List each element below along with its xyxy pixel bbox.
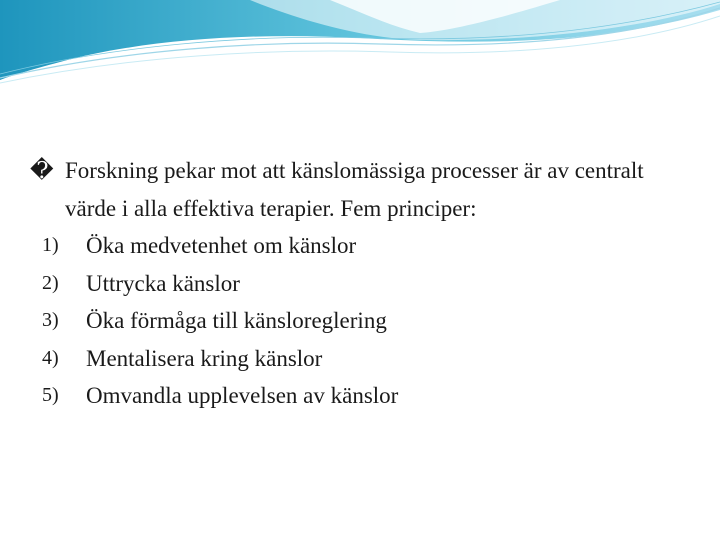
intro-paragraph — [30, 152, 670, 227]
list-item — [30, 265, 670, 303]
list-number: 4) — [42, 346, 59, 369]
bullet-icon: � — [30, 158, 54, 183]
list-item-text: Uttrycka känslor — [86, 270, 240, 296]
intro-text: Forskning pekar mot att känslomässiga processer är av centralt värde i alla effektiva terapier. Fem principer: — [65, 158, 644, 221]
list-item — [30, 377, 670, 415]
list-number: 3) — [42, 309, 59, 331]
list-item — [30, 302, 670, 340]
slide-body — [30, 152, 670, 415]
list-number: 5) — [42, 384, 59, 406]
list-item-text: Mentalisera kring känslor — [86, 345, 323, 371]
list-item-text: Öka förmåga till känsloreglering — [86, 308, 387, 333]
list-number: 2) — [42, 271, 59, 294]
list-item — [30, 227, 670, 265]
list-item-text: Öka medvetenhet om känslor — [86, 233, 357, 258]
principles-list — [30, 227, 670, 415]
list-item — [30, 340, 670, 378]
list-number: 1) — [42, 234, 59, 256]
list-item-text: Omvandla upplevelsen av känslor — [86, 383, 399, 408]
header-wave-decoration — [0, 0, 720, 90]
